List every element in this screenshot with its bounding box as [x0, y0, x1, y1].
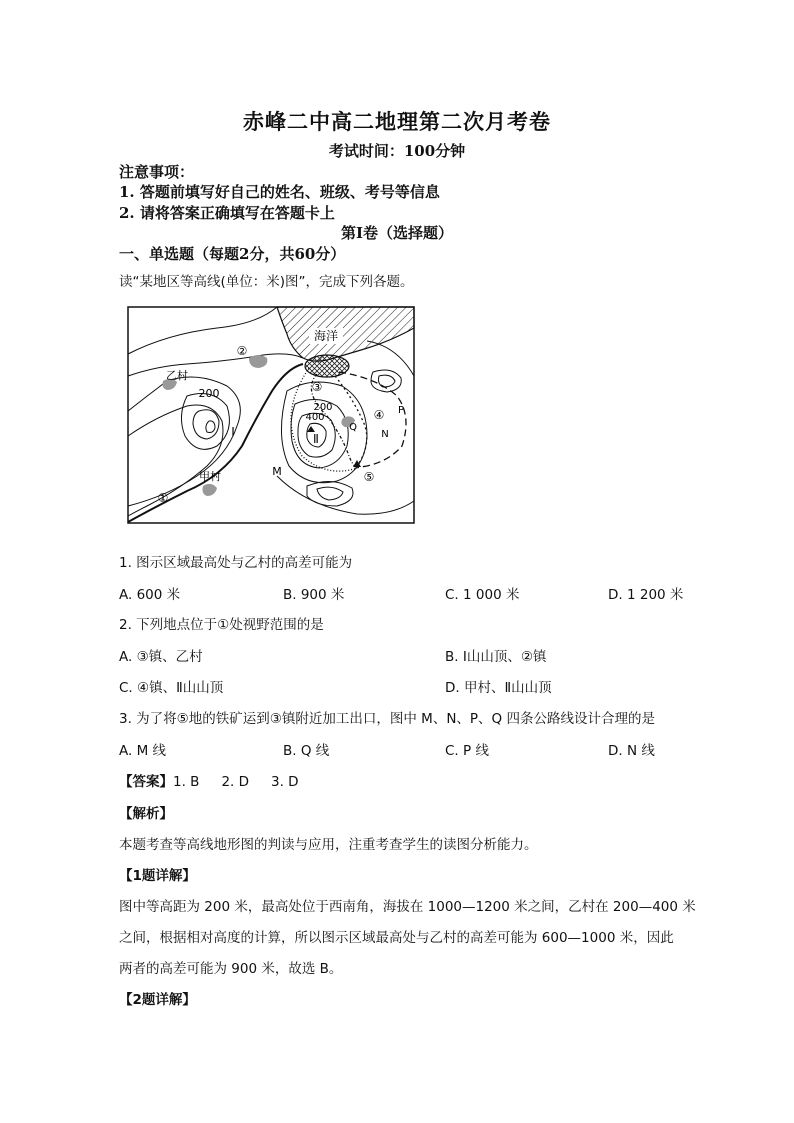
contour-map: [127, 306, 415, 524]
part-heading: 第Ⅰ卷（选择题）: [340, 224, 454, 242]
q1-option-b: B. 900 米: [283, 587, 345, 603]
question-1-stem: 1. 图示区域最高处与乙村的高差可能为: [119, 555, 353, 571]
q1-option-c: C. 1 000 米: [445, 587, 520, 603]
question-3-stem: 3. 为了将⑤地的铁矿运到③镇附近加工出口，图中 M、N、P、Q 四条公路线设计合理的是: [119, 711, 655, 727]
label-peak-2: Ⅱ: [313, 432, 319, 446]
label-yicun: 乙村: [166, 369, 188, 382]
ocean-label: 海洋: [313, 329, 339, 343]
town-3-area: [305, 355, 349, 377]
answer-3: 3. D: [271, 774, 299, 790]
label-n: N: [381, 429, 389, 440]
notice-item-1: 1. 答题前填写好自己的姓名、班级、考号等信息: [119, 183, 440, 201]
label-q: Q: [349, 422, 357, 433]
label-1: ①: [157, 491, 169, 505]
notice-item-2: 2. 请将答案正确填写在答题卡上: [119, 204, 335, 222]
q3-option-d: D. N 线: [608, 743, 655, 759]
q2-option-b: B. Ⅰ山山顶、②镇: [445, 649, 547, 665]
q2-detail-label: 【2题详解】: [119, 992, 196, 1008]
answer-label: 【答案】: [119, 774, 173, 790]
exam-time: 考试时间：100分钟: [328, 142, 466, 160]
q1-detail-line-1: 图中等高距为 200 米，最高处位于西南角，海拔在 1000—1200 米之间，乙村在 200—400 米: [119, 899, 696, 915]
q2-option-d: D. 甲村、Ⅱ山山顶: [445, 680, 552, 696]
label-200-east: 200: [313, 402, 333, 413]
exam-title: 赤峰二中高二地理第二次月考卷: [243, 109, 551, 134]
analysis-intro: 本题考查等高线地形图的判读与应用，注重考查学生的读图分析能力。: [119, 837, 538, 853]
label-peak-1: Ⅰ: [231, 425, 235, 439]
q2-option-a: A. ③镇、乙村: [119, 649, 203, 665]
label-4: ④: [373, 408, 385, 422]
label-p: P: [397, 405, 405, 416]
q1-detail-line-3: 两者的高差可能为 900 米，故选 B。: [119, 961, 343, 977]
q3-option-b: B. Q 线: [283, 743, 330, 759]
answer-1: 1. B: [173, 774, 200, 790]
answer-2: 2. D: [221, 774, 250, 790]
question-2-stem: 2. 下列地点位于①处视野范围的是: [119, 617, 324, 633]
q3-option-a: A. M 线: [119, 743, 167, 759]
label-5: ⑤: [363, 470, 375, 484]
label-m: M: [272, 465, 282, 478]
label-200-west: 200: [198, 387, 220, 400]
q1-option-a: A. 600 米: [119, 587, 181, 603]
q2-option-c: C. ④镇、Ⅱ山山顶: [119, 680, 224, 696]
q1-detail-line-2: 之间，根据相对高度的计算，所以图示区域最高处与乙村的高差可能为 600—1000 米，因此: [119, 930, 674, 946]
label-jiacun: 甲村: [199, 470, 221, 483]
notice-heading: 注意事项：: [119, 163, 195, 181]
q3-option-c: C. P 线: [445, 743, 489, 759]
q1-option-d: D. 1 200 米: [608, 587, 684, 603]
analysis-label: 【解析】: [119, 806, 173, 822]
label-400: 400: [305, 412, 325, 423]
answer-line: [119, 770, 299, 790]
label-3: ③: [311, 380, 323, 394]
q1-detail-label: 【1题详解】: [119, 868, 196, 884]
section-heading: 一、单选题（每题2分，共60分）: [119, 245, 346, 263]
label-2: ②: [236, 344, 248, 358]
section-intro: 读“某地区等高线(单位：米)图”，完成下列各题。: [119, 274, 414, 290]
